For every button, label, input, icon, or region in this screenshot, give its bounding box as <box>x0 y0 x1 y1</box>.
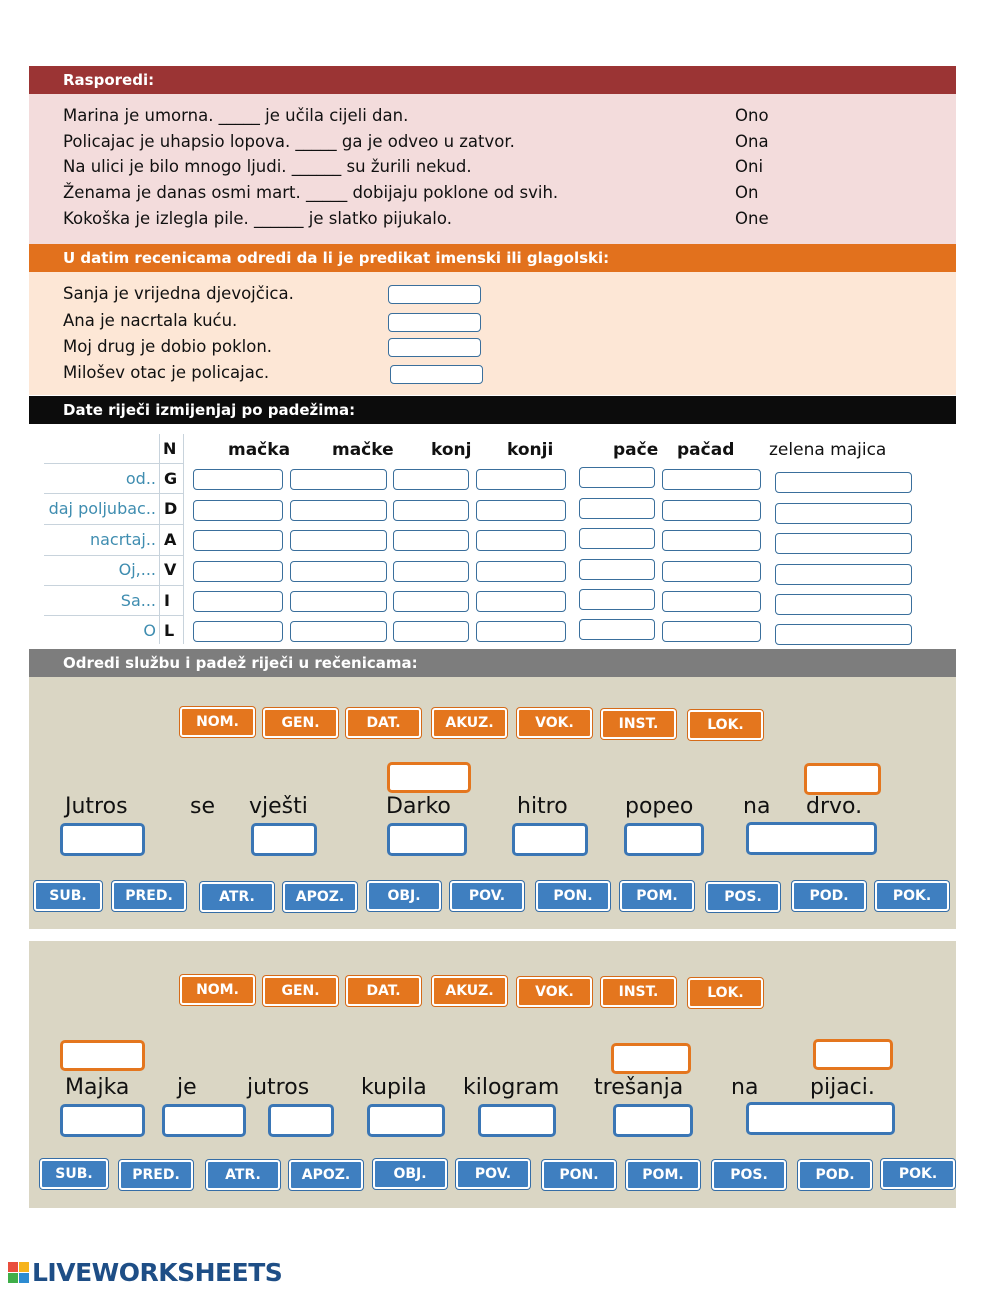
sentence-word: trešanja <box>594 1075 684 1100</box>
function-chip-obj[interactable]: OBJ. <box>367 881 441 911</box>
case-chip-lok[interactable]: LOK. <box>688 978 763 1008</box>
case-chip-nom[interactable]: NOM. <box>180 707 255 737</box>
padez-input-r4-c7[interactable] <box>775 564 912 585</box>
function-chip-apoz[interactable]: APOZ. <box>283 882 357 912</box>
padez-input-r6-c2[interactable] <box>290 621 387 642</box>
function-drop-zone[interactable] <box>60 823 145 856</box>
function-drop-zone[interactable] <box>60 1104 145 1137</box>
padez-input-r5-c7[interactable] <box>775 594 912 615</box>
case-letter: A <box>164 530 177 549</box>
liveworksheets-logo-icon <box>8 1262 30 1284</box>
row-label: nacrtaj.. <box>89 530 156 549</box>
function-drop-zone[interactable] <box>512 823 588 856</box>
table-divider <box>44 585 184 586</box>
row-label: Oj,... <box>118 560 156 579</box>
padez-input-r2-c5[interactable] <box>579 498 655 519</box>
function-drop-zone[interactable] <box>746 1102 895 1135</box>
function-chip-atr[interactable]: ATR. <box>206 1160 280 1190</box>
case-letter: D <box>164 499 178 518</box>
predikat-sentence: Sanja je vrijedna djevojčica. <box>63 284 294 303</box>
padez-input-r5-c1[interactable] <box>193 591 283 612</box>
pronoun-option[interactable]: One <box>735 209 769 228</box>
table-divider <box>159 434 160 644</box>
predikat-answer-input[interactable] <box>390 365 483 384</box>
case-chip-akuz[interactable]: AKUZ. <box>432 708 507 738</box>
padez-input-r1-c6[interactable] <box>662 469 761 490</box>
row-label: od.. <box>125 469 156 488</box>
function-drop-zone[interactable] <box>613 1104 693 1137</box>
sentence-word: pijaci. <box>810 1075 875 1100</box>
function-chip-pred[interactable]: PRED. <box>112 881 186 911</box>
padez-input-r6-c5[interactable] <box>579 619 655 640</box>
table-divider <box>44 615 184 616</box>
case-chip-dat[interactable]: DAT. <box>346 708 421 738</box>
section-sluzba-header: Odredi službu i padež riječi u rečenicama: <box>29 649 956 677</box>
function-chip-pod[interactable]: POD. <box>792 881 866 911</box>
predikat-answer-input[interactable] <box>388 285 481 304</box>
function-chip-atr[interactable]: ATR. <box>200 882 274 912</box>
sentence-word: popeo <box>625 794 694 819</box>
function-chip-pok[interactable]: POK. <box>875 881 949 911</box>
sentence-word: je <box>177 1075 197 1100</box>
section-padezi-header: Date riječi izmijenjaj po padežima: <box>29 396 956 424</box>
function-drop-zone[interactable] <box>268 1104 334 1137</box>
case-chip-gen[interactable]: GEN. <box>263 708 338 738</box>
sentence-word: drvo. <box>806 794 863 819</box>
padez-input-r2-c1[interactable] <box>193 500 283 521</box>
case-letter: I <box>164 591 170 610</box>
pronoun-option[interactable]: On <box>735 183 759 202</box>
table-divider <box>44 463 184 464</box>
row-label: daj poljubac.. <box>48 499 156 518</box>
case-chip-gen[interactable]: GEN. <box>263 976 338 1006</box>
pronoun-option[interactable]: Oni <box>735 157 764 176</box>
function-drop-zone[interactable] <box>251 823 317 856</box>
rasporedi-sentence[interactable]: Policajac je uhapsio lopova. _____ ga je odveo u zatvor. <box>63 132 515 151</box>
padez-input-r4-c2[interactable] <box>290 561 387 582</box>
function-chip-pon[interactable]: PON. <box>542 1160 616 1190</box>
padez-input-r3-c5[interactable] <box>579 528 655 549</box>
padez-input-r4-c5[interactable] <box>579 559 655 580</box>
rasporedi-sentence[interactable]: Na ulici je bilo mnogo ljudi. ______ su žurili nekud. <box>63 157 472 176</box>
case-drop-zone[interactable] <box>60 1040 145 1071</box>
column-header: konj <box>431 440 472 460</box>
padez-input-r4-c1[interactable] <box>193 561 283 582</box>
predikat-answer-input[interactable] <box>388 313 481 332</box>
padez-input-r2-c2[interactable] <box>290 500 387 521</box>
section-rasporedi-header: Rasporedi: <box>29 66 956 94</box>
rasporedi-sentence[interactable]: Kokoška je izlegla pile. ______ je slatko pijukalo. <box>63 209 452 228</box>
padez-input-r3-c4[interactable] <box>476 530 566 551</box>
function-drop-zone[interactable] <box>162 1104 246 1137</box>
padez-input-r4-c4[interactable] <box>476 561 566 582</box>
padez-input-r4-c6[interactable] <box>662 561 761 582</box>
function-chip-pred[interactable]: PRED. <box>119 1160 193 1190</box>
case-chip-inst[interactable]: INST. <box>601 977 676 1007</box>
padez-input-r6-c3[interactable] <box>393 621 469 642</box>
predikat-sentence: Ana je nacrtala kuću. <box>63 311 238 330</box>
function-drop-zone[interactable] <box>478 1104 556 1137</box>
function-chip-apoz[interactable]: APOZ. <box>289 1160 363 1190</box>
padez-input-r2-c7[interactable] <box>775 503 912 524</box>
padez-input-r1-c2[interactable] <box>290 469 387 490</box>
case-letter: G <box>164 469 178 488</box>
function-chip-sub[interactable]: SUB. <box>34 881 102 911</box>
padez-input-r5-c5[interactable] <box>579 589 655 610</box>
padez-input-r1-c3[interactable] <box>393 469 469 490</box>
sentence-word: kupila <box>361 1075 427 1100</box>
padez-input-r1-c7[interactable] <box>775 472 912 493</box>
sentence-word: Majka <box>65 1075 130 1100</box>
predikat-sentence: Moj drug je dobio poklon. <box>63 337 273 356</box>
padez-input-r3-c3[interactable] <box>393 530 469 551</box>
case-drop-zone[interactable] <box>813 1039 893 1070</box>
padez-input-r5-c6[interactable] <box>662 591 761 612</box>
table-divider <box>44 493 184 494</box>
function-chip-sub[interactable]: SUB. <box>40 1159 108 1189</box>
sentence-word: jutros <box>247 1075 310 1100</box>
column-header: konji <box>507 440 554 460</box>
pronoun-option[interactable]: Ono <box>735 106 769 125</box>
section-predikat-header: U datim recenicama odredi da li je predikat imenski ili glagolski: <box>29 244 956 272</box>
padez-input-r1-c1[interactable] <box>193 469 283 490</box>
function-chip-pok[interactable]: POK. <box>881 1159 955 1189</box>
function-chip-pov[interactable]: POV. <box>456 1159 530 1189</box>
padez-input-r3-c7[interactable] <box>775 533 912 554</box>
case-drop-zone[interactable] <box>804 763 881 795</box>
pronoun-option[interactable]: Ona <box>735 132 769 151</box>
padez-input-r5-c2[interactable] <box>290 591 387 612</box>
function-drop-zone[interactable] <box>624 823 704 856</box>
padez-input-r5-c3[interactable] <box>393 591 469 612</box>
function-chip-pom[interactable]: POM. <box>626 1160 700 1190</box>
function-drop-zone[interactable] <box>387 823 467 856</box>
case-chip-vok[interactable]: VOK. <box>517 708 592 738</box>
table-divider <box>183 434 184 644</box>
sentence-word: vješti <box>249 794 308 819</box>
padez-input-r6-c1[interactable] <box>193 621 283 642</box>
padez-input-r2-c4[interactable] <box>476 500 566 521</box>
table-divider <box>44 524 184 525</box>
padez-input-r3-c6[interactable] <box>662 530 761 551</box>
sentence-word: Jutros <box>65 794 128 819</box>
function-chip-pod[interactable]: POD. <box>798 1160 872 1190</box>
sentence-word: se <box>190 794 215 819</box>
row-label: O <box>143 621 156 640</box>
predikat-answer-input[interactable] <box>388 338 481 357</box>
sentence-word: Darko <box>386 794 451 819</box>
case-letter: N <box>163 439 177 458</box>
padez-input-r2-c3[interactable] <box>393 500 469 521</box>
case-chip-inst[interactable]: INST. <box>601 709 676 739</box>
function-chip-pov[interactable]: POV. <box>450 881 524 911</box>
sentence-word: na <box>743 794 771 819</box>
sentence-word: kilogram <box>463 1075 560 1100</box>
liveworksheets-brand: LIVEWORKSHEETS <box>32 1258 283 1287</box>
case-drop-zone[interactable] <box>611 1043 691 1074</box>
sentence-word: hitro <box>517 794 568 819</box>
case-chip-lok[interactable]: LOK. <box>688 710 763 740</box>
function-drop-zone[interactable] <box>367 1104 445 1137</box>
padez-input-r6-c7[interactable] <box>775 624 912 645</box>
column-header: pače <box>613 440 659 460</box>
function-chip-pos[interactable]: POS. <box>706 882 780 912</box>
column-header: pačad <box>677 440 735 460</box>
function-drop-zone[interactable] <box>746 822 877 855</box>
case-drop-zone[interactable] <box>387 762 471 793</box>
padez-input-r5-c4[interactable] <box>476 591 566 612</box>
predikat-sentence: Milošev otac je policajac. <box>63 363 270 382</box>
rasporedi-sentence[interactable]: Ženama je danas osmi mart. _____ dobijaju poklone od svih. <box>63 183 559 202</box>
function-chip-obj[interactable]: OBJ. <box>373 1159 447 1189</box>
function-chip-pos[interactable]: POS. <box>712 1160 786 1190</box>
column-header: zelena majica <box>769 440 887 460</box>
sentence-word: na <box>731 1075 759 1100</box>
case-chip-akuz[interactable]: AKUZ. <box>432 976 507 1006</box>
padez-input-r2-c6[interactable] <box>662 500 761 521</box>
column-header: mačke <box>332 440 394 460</box>
table-divider <box>44 555 184 556</box>
case-chip-nom[interactable]: NOM. <box>180 975 255 1005</box>
padez-input-r4-c3[interactable] <box>393 561 469 582</box>
function-chip-pom[interactable]: POM. <box>620 881 694 911</box>
padez-input-r3-c1[interactable] <box>193 530 283 551</box>
case-letter: L <box>164 621 175 640</box>
case-letter: V <box>164 560 177 579</box>
function-chip-pon[interactable]: PON. <box>536 881 610 911</box>
case-chip-vok[interactable]: VOK. <box>517 977 592 1007</box>
row-label: Sa... <box>120 591 156 610</box>
padez-input-r1-c5[interactable] <box>579 467 655 488</box>
case-chip-dat[interactable]: DAT. <box>346 976 421 1006</box>
column-header: mačka <box>228 440 291 460</box>
padez-input-r3-c2[interactable] <box>290 530 387 551</box>
padez-input-r6-c4[interactable] <box>476 621 566 642</box>
rasporedi-sentence: Marina je umorna. _____ je učila cijeli dan. <box>63 106 409 125</box>
padez-input-r6-c6[interactable] <box>662 621 761 642</box>
padez-input-r1-c4[interactable] <box>476 469 566 490</box>
